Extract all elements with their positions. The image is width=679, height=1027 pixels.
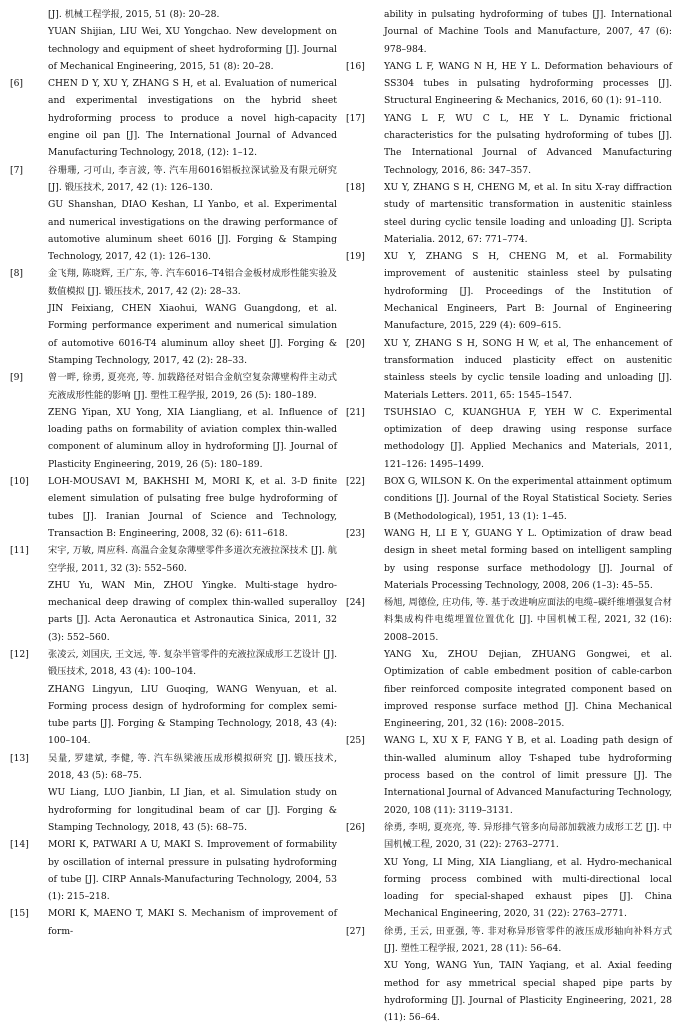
reference-number: [10]	[10, 476, 29, 488]
reference-text: JIN Feixiang, CHEN Xiaohui, WANG Guangdong, et al. Forming performance experiment and numerical simulation of automotive 6016-T4 aluminum alloy sheet [J]. Forging & Stamping Technology, 2017, 42 (2): 28–33.	[48, 303, 337, 366]
reference-number: [26]	[346, 821, 365, 833]
reference-text: CHEN D Y, XU Y, ZHANG S H, et al. Evaluation of numerical and experimental investigations on the hybrid sheet hydroforming process to produce a novel high-capacity engine oil pan [J]. The International Journal of Advanced Manufacturing Technology, 2018, (12): 1–12.	[48, 78, 337, 159]
reference-text: 曾一畔, 徐勇, 夏亮亮, 等. 加载路径对铝合金航空复杂薄壁构件主动式充液成形性能的影响 [J]. 塑性工程学报, 2019, 26 (5): 180–189.	[48, 372, 337, 401]
reference-text: GU Shanshan, DIAO Keshan, LI Yanbo, et al. Experimental and numerical investigations on the drawing performance of automotive aluminum sheet 6016 [J]. Forging & Stamping Technology, 2017, 42 (1): 126–130.	[48, 199, 337, 263]
reference-text: 吴量, 罗建斌, 李健, 等. 汽车纵梁液压成形模拟研究 [J]. 锻压技术, 2018, 43 (5): 68–75.	[48, 752, 337, 782]
reference-text: WANG L, XU X F, FANG Y B, et al. Loading path design of thin-walled aluminum alloy T-shaped tube hydroforming process based on the control of limit pressure [J]. The International Journal of Advanced Manufacturing Technology, 2020, 108 (11): 3119–3131.	[384, 735, 672, 816]
reference-text: MORI K, MAENO T, MAKI S. Mechanism of improvement of form-	[48, 908, 337, 937]
reference-entry	[10, 6, 337, 75]
reference-entry	[346, 923, 672, 1027]
reference-text: XU Yong, LI Ming, XIA Liangliang, et al. Hydro-mechanical forming process combined with multi-directional local loading for special-shaped exhaust pipes [J]. China Mechanical Engineering, 2020, 31 (22): 2763–2771.	[384, 856, 672, 920]
reference-entry	[346, 473, 672, 525]
reference-entry	[10, 905, 337, 940]
reference-entry	[10, 473, 337, 542]
reference-entry	[346, 819, 672, 923]
reference-number: [22]	[346, 476, 365, 488]
reference-text: ZHANG Lingyun, LIU Guoqing, WANG Wenyuan, et al. Forming process design of hydroforming for complex semi-tube parts [J]. Forging & Stamping Technology, 2018, 43 (4): 100–104.	[48, 683, 337, 747]
reference-number: [25]	[346, 735, 365, 747]
reference-text: LOH-MOUSAVI M, BAKHSHI M, MORI K, et al. 3-D finite element simulation of pulsating free bulge hydroforming of tubes [J]. Iranian Journal of Science and Technology, Transaction B: Engineering, 2008, 32 (6): 611–618.	[48, 476, 337, 539]
reference-entry	[10, 542, 337, 646]
reference-entry	[346, 6, 672, 58]
reference-number: [20]	[346, 337, 365, 349]
reference-text: BOX G, WILSON K. On the experimental attainment optimum conditions [J]. Journal of the Royal Statistical Society. Series B (Methodological), 1951, 13 (1): 1–45.	[384, 476, 672, 522]
reference-number: [8]	[10, 268, 24, 280]
reference-entry	[346, 732, 672, 818]
reference-entry	[10, 265, 337, 369]
reference-text: YANG L F, WANG N H, HE Y L. Deformation behaviours of SS304 tubes in pulsating hydroforming processes [J]. Structural Engineering & Mechanics, 2016, 60 (1): 91–110.	[384, 60, 672, 107]
reference-column-right	[346, 6, 672, 1027]
reference-text: ZHU Yu, WAN Min, ZHOU Yingke. Multi-stage hydro-mechanical deep drawing of complex thin-walled superalloy parts [J]. Acta Aeronautica et Astronautica Sinica, 2011, 32 (3): 552–560.	[48, 579, 337, 643]
reference-text: YANG Xu, ZHOU Dejian, ZHUANG Gongwei, et al. Optimization of cable embedment position of cable-carbon fiber reinforced composite integrated component based on improved response surface method [J]. China Mechanical Engineering, 201, 32 (16): 2008–2015.	[384, 648, 672, 730]
reference-number: [18]	[346, 181, 365, 193]
reference-entry	[10, 369, 337, 473]
reference-text: TSUHSIAO C, KUANGHUA F, YEH W C. Experimental optimization of deep drawing using response surface methodology [J]. Applied Mechanics and Materials, 2011, 121–126: 1495–1499.	[384, 406, 672, 470]
reference-entry	[346, 525, 672, 594]
reference-entry	[346, 248, 672, 334]
reference-text: 谷珊珊, 刁可山, 李言波, 等. 汽车用6016铝板拉深试验及有限元研究 [J]. 锻压技术, 2017, 42 (1): 126–130.	[48, 164, 337, 193]
reference-text: ability in pulsating hydroforming of tubes [J]. International Journal of Machine Tools and Manufacture, 2007, 47 (6): 978–984.	[384, 9, 672, 55]
reference-number: [19]	[346, 251, 365, 263]
reference-number: [11]	[10, 545, 29, 557]
reference-text: ZENG Yipan, XU Yong, XIA Liangliang, et al. Influence of loading paths on formability of aviation complex thin-walled component of aluminum alloy in hydroforming [J]. Journal of Plasticity Engineering, 2019, 26 (5): 180–189.	[48, 406, 337, 470]
reference-number: [23]	[346, 527, 365, 539]
reference-column-left	[10, 6, 337, 940]
reference-text: XU Y, ZHANG S H, CHENG M, et al. In situ X-ray diffraction study of martensitic transformation in austenitic stainless steel during cyclic tensile loading and unloading [J]. Scripta Materialia. 2012, 67: 771–774.	[384, 181, 672, 245]
reference-number: [17]	[346, 112, 365, 124]
reference-text: MORI K, PATWARI A U, MAKI S. Improvement of formability by oscillation of internal pressure in pulsating hydroforming of tube [J]. CIRP Annals-Manufacturing Technology, 2004, 53 (1): 215–218.	[48, 839, 337, 903]
reference-number: [27]	[346, 925, 365, 937]
reference-number: [21]	[346, 406, 365, 418]
reference-text: 杨旭, 周德俭, 庄功伟, 等. 基于改进响应面法的电缆–碳纤维增强复合材料集成构件电缆埋置位置优化 [J]. 中国机械工程, 2021, 32 (16): 2008–2015.	[384, 597, 672, 643]
reference-text: XU Y, ZHANG S H, SONG H W, et al, The enhancement of transformation induced plasticity effect on austenitic stainless steels by cyclic tensile loading and unloading [J]. Materials Letters. 2011, 65: 1545–1547.	[384, 337, 672, 401]
reference-entry	[346, 404, 672, 473]
reference-number: [6]	[10, 78, 24, 90]
reference-entry	[10, 162, 337, 266]
reference-entry	[346, 179, 672, 248]
reference-entry	[346, 594, 672, 732]
reference-number: [15]	[10, 908, 29, 920]
reference-text: 金飞翔, 陈晓辉, 王广东, 等. 汽车6016–T4铝合金板材成形性能实验及数值模拟 [J]. 锻压技术, 2017, 42 (2): 28–33.	[48, 268, 337, 297]
reference-number: [14]	[10, 839, 29, 851]
reference-entry	[10, 750, 337, 836]
reference-number: [9]	[10, 372, 24, 384]
reference-text: XU Y, ZHANG S H, CHENG M, et al. Formability improvement of austenitic stainless steel by pulsating hydroforming [J]. Proceedings of the Institution of Mechanical Engineers, Part B: Journal of Engineering Manufacture, 2015, 229 (4): 609–615.	[384, 251, 672, 332]
reference-text: 张凌云, 刘国庆, 王文远, 等. 复杂半管零件的充液拉深成形工艺设计 [J]. 锻压技术, 2018, 43 (4): 100–104.	[48, 648, 337, 678]
reference-text: 宋宇, 万敏, 周应科. 高温合金复杂薄壁零件多道次充液拉深技术 [J]. 航空学报, 2011, 32 (3): 552–560.	[48, 545, 337, 574]
reference-number: [16]	[346, 60, 365, 72]
reference-number: [24]	[346, 597, 365, 609]
reference-number: [12]	[10, 648, 29, 660]
reference-text: WANG H, LI E Y, GUANG Y L. Optimization of draw bead design in sheet metal forming based on intelligent sampling by using response surface methodology [J]. Journal of Materials Processing Technology, 2008, 206 (1–3): 45–55.	[384, 527, 672, 591]
reference-entry	[10, 836, 337, 905]
reference-number: [7]	[10, 164, 24, 176]
reference-text: YUAN Shijian, LIU Wei, XU Yongchao. New development on technology and equipment of sheet hydroforming [J]. Journal of Mechanical Engineering, 2015, 51 (8): 20–28.	[48, 26, 337, 72]
reference-entry	[346, 110, 672, 179]
reference-entry	[10, 75, 337, 161]
reference-text: WU Liang, LUO Jianbin, LI Jian, et al. Simulation study on hydroforming for longitudinal beam of car [J]. Forging & Stamping Technology, 2018, 43 (5): 68–75.	[48, 787, 337, 833]
reference-text: XU Yong, WANG Yun, TAIN Yaqiang, et al. Axial feeding method for asy mmetrical special shaped pipe parts by hydroforming [J]. Journal of Plasticity Engineering, 2021, 28 (11): 56–64.	[384, 960, 672, 1024]
reference-text: 徐勇, 王云, 田亚强, 等. 非对称异形管零件的液压成形轴向补料方式 [J]. 塑性工程学报, 2021, 28 (11): 56–64.	[384, 925, 672, 955]
reference-entry	[346, 58, 672, 110]
reference-entry	[346, 335, 672, 404]
reference-entry	[10, 646, 337, 750]
reference-text: [J]. 机械工程学报, 2015, 51 (8): 20–28.	[48, 9, 220, 20]
reference-number: [13]	[10, 752, 29, 764]
reference-text: 徐勇, 李明, 夏亮亮, 等. 异形排气管多向局部加载液力成形工艺 [J]. 中国机械工程, 2020, 31 (22): 2763–2771.	[384, 821, 672, 851]
reference-text: YANG L F, WU C L, HE Y L. Dynamic frictional characteristics for the pulsating hydroforming of tubes [J]. The International Journal of Advanced Manufacturing Technology, 2016, 86: 347–357.	[384, 112, 672, 176]
